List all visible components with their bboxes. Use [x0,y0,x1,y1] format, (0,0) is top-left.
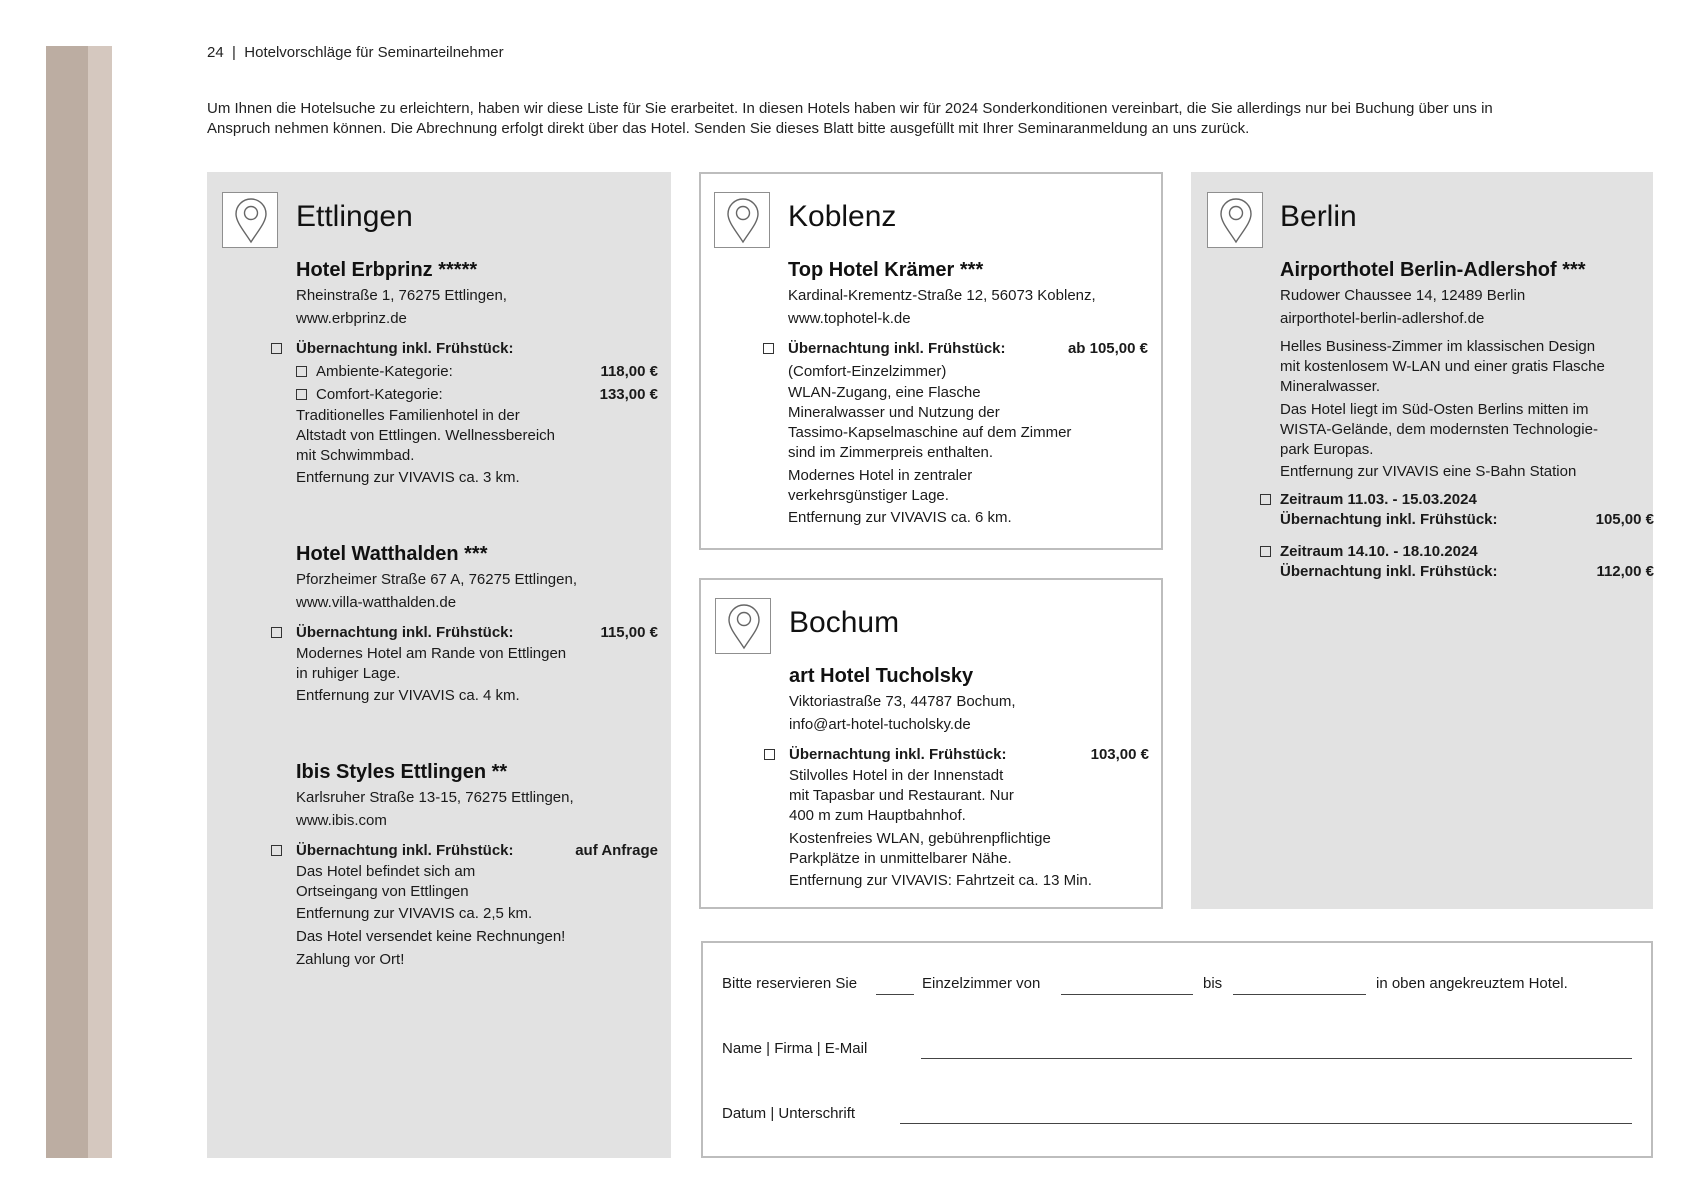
offer-price: ab 105,00 € [1067,340,1148,357]
desc-line: Mineralwasser. [1280,378,1381,395]
page-header [207,44,504,61]
hotel-description [789,766,1149,826]
checkbox-erbprinz[interactable] [271,343,282,354]
checkbox-kraemer[interactable] [763,343,774,354]
hotel-address: Viktoriastraße 73, 44787 Bochum, [789,693,1016,710]
decorative-stripe-dark [46,46,88,1158]
offer-price: 105,00 € [1595,511,1654,528]
name-company-email-field[interactable] [921,1058,1632,1059]
reserve-text-3: bis [1203,975,1223,992]
hotel-description [296,862,656,902]
offer-price: 115,00 € [600,624,658,641]
offer-row [296,621,656,644]
offer-label: Übernachtung inkl. Frühstück: [1280,563,1498,580]
page-title: Hotelvorschläge für Seminarteilnehmer [244,44,504,61]
desc-line: mit Schwimmbad. [296,447,415,464]
intro-text [207,99,1637,139]
hotel-address: Rudower Chaussee 14, 12489 Berlin [1280,287,1526,304]
reservation-form [701,941,1653,1158]
desc-line: mit kostenlosem W-LAN und einer gratis Flasche [1280,358,1605,375]
desc-line: 400 m zum Hauptbahnhof. [789,807,966,824]
hotel-description [788,383,1148,463]
hotel-note: Zahlung vor Ort! [296,951,405,968]
desc-line: Modernes Hotel am Rande von Ettlingen [296,645,567,662]
option-label: Comfort-Kategorie: [316,386,443,403]
desc-line: verkehrsgünstiger Lage. [788,487,949,504]
hotel-description [789,829,1149,869]
option-row [296,383,656,406]
hotel-note: Das Hotel versendet keine Rechnungen! [296,928,566,945]
city-title-koblenz: Koblenz [788,200,897,233]
reserve-text-4: in oben angekreuztem Hotel. [1376,975,1568,992]
period-label: Zeitraum 14.10. - 18.10.2024 [1280,543,1478,560]
hotel-name: Top Hotel Krämer *** [788,259,984,281]
room-count-field[interactable] [876,994,914,995]
reserve-text-1: Bitte reservieren Sie [722,975,858,992]
hotel-description [296,406,656,466]
hotel-distance: Entfernung zur VIVAVIS ca. 3 km. [296,469,520,486]
hotel-name: Hotel Erbprinz ***** [296,259,478,281]
hotel-description [1280,400,1642,460]
header-separator: | [232,44,236,61]
desc-line: Traditionelles Familienhotel in der [296,407,520,424]
intro-line-1: Um Ihnen die Hotelsuche zu erleichtern, haben wir diese Liste für Sie erarbeitet. In diesen Hotels haben wir für 2024 Sonderkonditionen vereinbart, die Sie allerdings nur bei Buchung über uns in [207,100,1493,117]
desc-line: Das Hotel befindet sich am [296,863,476,880]
desc-line: Modernes Hotel in zentraler [788,467,973,484]
panel-bochum [699,578,1163,909]
period-row [1280,542,1654,582]
desc-line: WISTA-Gelände, dem modernsten Technologie- [1280,421,1598,438]
period-label: Zeitraum 11.03. - 15.03.2024 [1280,491,1477,508]
hotel-email: info@art-hotel-tucholsky.de [789,716,971,733]
intro-line-2: Anspruch nehmen können. Die Abrechnung erfolgt direkt über das Hotel. Senden Sie dieses Blatt bitte ausgefüllt mit Ihrer Seminaranmeldung an uns zurück. [207,120,1250,137]
hotel-description [296,644,656,684]
date-to-field[interactable] [1233,994,1366,995]
map-pin-icon [1207,192,1263,248]
city-title-berlin: Berlin [1280,200,1357,233]
offer-label: Übernachtung inkl. Frühstück: [296,340,514,357]
hotel-address: Pforzheimer Straße 67 A, 76275 Ettlingen, [296,571,577,588]
panel-berlin [1191,172,1653,909]
desc-line: mit Tapasbar und Restaurant. Nur [789,787,1014,804]
hotel-website: www.villa-watthalden.de [296,594,457,611]
hotel-distance: Entfernung zur VIVAVIS ca. 2,5 km. [296,905,533,922]
reserve-text-2: Einzelzimmer von [922,975,1041,992]
option-price: 133,00 € [599,386,658,403]
offer-row [789,743,1149,766]
checkbox-period-march[interactable] [1260,494,1271,505]
desc-line: Helles Business-Zimmer im klassischen Design [1280,338,1596,355]
period-offer [1280,562,1654,582]
offer-label: Übernachtung inkl. Frühstück: [296,624,514,641]
hotel-name: Hotel Watthalden *** [296,543,488,565]
offer-row [296,337,656,360]
offer-row [788,337,1148,360]
hotel-erbprinz [296,256,656,489]
hotel-description [1280,337,1642,397]
hotel-website: www.erbprinz.de [296,310,407,327]
hotel-ibis-styles [296,758,656,971]
desc-line: park Europas. [1280,441,1374,458]
panel-koblenz [699,172,1163,550]
desc-line: Ortseingang von Ettlingen [296,883,469,900]
offer-label: Übernachtung inkl. Frühstück: [789,746,1007,763]
checkbox-ambiente[interactable] [296,366,307,377]
offer-price: 112,00 € [1596,563,1654,580]
date-signature-field[interactable] [900,1123,1632,1124]
hotel-address: Kardinal-Krementz-Straße 12, 56073 Koblenz, [788,287,1096,304]
checkbox-tucholsky[interactable] [764,749,775,760]
hotel-art-tucholsky [789,662,1149,892]
room-type: (Comfort-Einzelzimmer) [788,363,947,380]
hotel-name: Ibis Styles Ettlingen ** [296,761,508,783]
checkbox-comfort[interactable] [296,389,307,400]
period-row [1280,490,1654,530]
offer-row [296,839,656,862]
hotel-distance: Entfernung zur VIVAVIS: Fahrtzeit ca. 13 Min. [789,872,1092,889]
hotel-name: Airporthotel Berlin-Adlershof *** [1280,259,1586,281]
offer-label: Übernachtung inkl. Frühstück: [296,842,514,859]
desc-line: Tassimo-Kapselmaschine auf dem Zimmer [788,424,1072,441]
desc-line: Das Hotel liegt im Süd-Osten Berlins mitten im [1280,401,1589,418]
hotel-distance: Entfernung zur VIVAVIS eine S-Bahn Station [1280,463,1577,480]
desc-line: Mineralwasser und Nutzung der [788,404,1000,421]
page-number: 24 [207,44,224,61]
desc-line: sind im Zimmerpreis enthalten. [788,444,994,461]
hotel-website: airporthotel-berlin-adlershof.de [1280,310,1485,327]
hotel-distance: Entfernung zur VIVAVIS ca. 6 km. [788,509,1012,526]
option-row [296,360,656,383]
option-label: Ambiente-Kategorie: [316,363,453,380]
hotel-top-kraemer [788,256,1148,529]
hotel-name: art Hotel Tucholsky [789,665,974,687]
offer-price: 103,00 € [1090,746,1149,763]
hotel-website: www.tophotel-k.de [788,310,911,327]
decorative-stripe-light [88,46,112,1158]
map-pin-icon [714,192,770,248]
panel-ettlingen [207,172,671,1158]
checkbox-watthalden[interactable] [271,627,282,638]
desc-line: Altstadt von Ettlingen. Wellnessbereich [296,427,556,444]
date-signature-label: Datum | Unterschrift [722,1105,856,1122]
checkbox-ibis[interactable] [271,845,282,856]
date-from-field[interactable] [1061,994,1193,995]
desc-line: Parkplätze in unmittelbarer Nähe. [789,850,1012,867]
map-pin-icon [715,598,771,654]
city-title-ettlingen: Ettlingen [296,200,413,233]
hotel-address: Karlsruher Straße 13-15, 76275 Ettlingen, [296,789,574,806]
hotel-distance: Entfernung zur VIVAVIS ca. 4 km. [296,687,520,704]
offer-label: Übernachtung inkl. Frühstück: [1280,511,1498,528]
hotel-website: www.ibis.com [296,812,387,829]
checkbox-period-october[interactable] [1260,546,1271,557]
desc-line: Stilvolles Hotel in der Innenstadt [789,767,1004,784]
desc-line: WLAN-Zugang, eine Flasche [788,384,981,401]
name-company-email-label: Name | Firma | E-Mail [722,1040,868,1057]
desc-line: Kostenfreies WLAN, gebührenpflichtige [789,830,1051,847]
option-price: 118,00 € [600,363,658,380]
hotel-watthalden [296,540,656,707]
hotel-address: Rheinstraße 1, 76275 Ettlingen, [296,287,507,304]
period-offer [1280,510,1654,530]
city-title-bochum: Bochum [789,606,900,639]
map-pin-icon [222,192,278,248]
offer-label: Übernachtung inkl. Frühstück: [788,340,1006,357]
offer-price: auf Anfrage [575,842,658,859]
hotel-airporthotel-adlershof [1280,256,1654,582]
hotel-description [788,466,1148,506]
desc-line: in ruhiger Lage. [296,665,401,682]
